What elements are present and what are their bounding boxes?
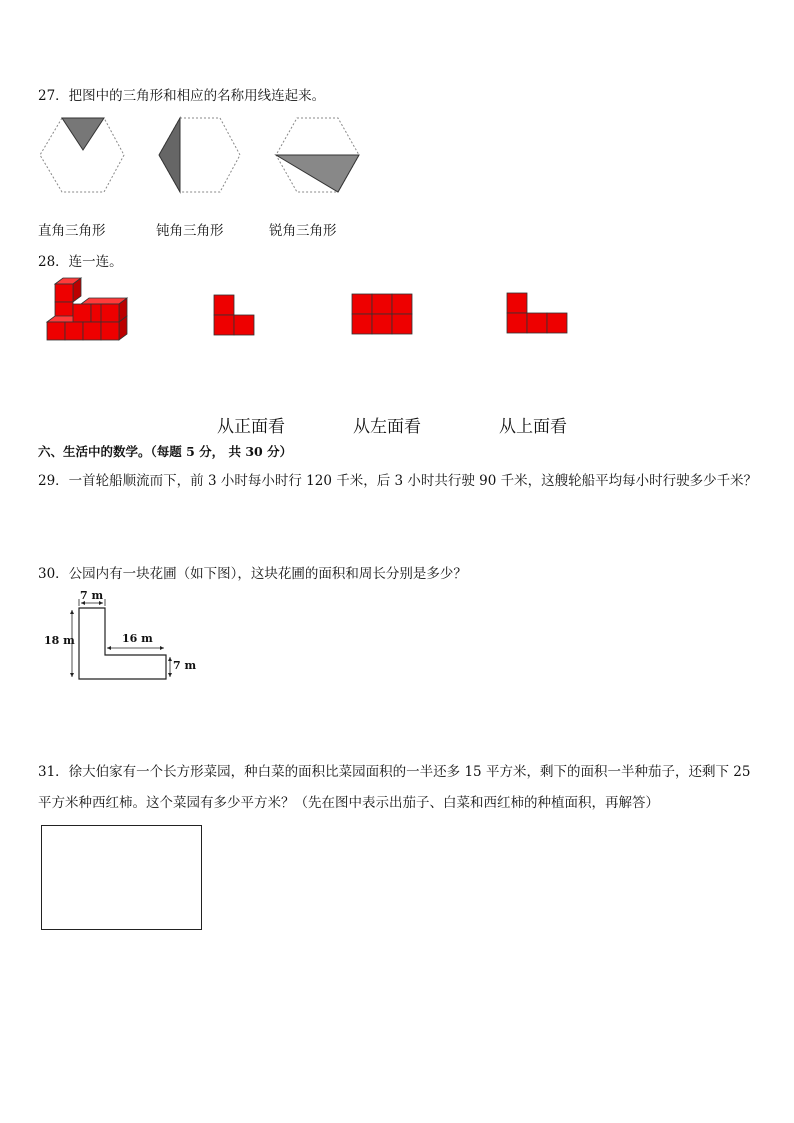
dim-inner-label: 16 m	[122, 632, 153, 645]
q31-text-line2: 平方米种西红柿。这个菜园有多少平方米？（先在图中表示出茄子、白菜和西红柿的种植面积，再解答）	[38, 795, 659, 811]
dim-top-label: 7 m	[80, 589, 104, 602]
q28-text: 28．连一连。	[38, 254, 123, 270]
dim-right-label: 7 m	[173, 659, 197, 672]
view-label-top: 从上面看	[499, 417, 567, 437]
name-right-triangle: 直角三角形	[38, 223, 106, 239]
dim-height-label: 18 m	[44, 634, 75, 647]
name-obtuse-triangle: 钝角三角形	[156, 223, 224, 239]
name-acute-triangle: 锐角三角形	[269, 223, 337, 239]
vegetable-garden-rectangle[interactable]	[41, 825, 202, 930]
q31-text-line1: 31．徐大伯家有一个长方形菜园，种白菜的面积比菜园面积的一半还多 15 平方米，剩下的面积一半种茄子，还剩下 25	[38, 764, 751, 780]
q27-text: 27．把图中的三角形和相应的名称用线连起来。	[38, 88, 326, 104]
section-6-title: 六、生活中的数学。（每题 5 分， 共 30 分）	[38, 444, 293, 459]
view-label-left: 从左面看	[353, 417, 421, 437]
view-label-front: 从正面看	[217, 417, 285, 437]
q29-text: 29．一首轮船顺流而下，前 3 小时每小时行 120 千米，后 3 小时共行驶 90 千米，这艘轮船平均每小时行驶多少千米？	[38, 473, 758, 489]
q30-text: 30．公园内有一块花圃（如下图），这块花圃的面积和周长分别是多少？	[38, 566, 467, 582]
